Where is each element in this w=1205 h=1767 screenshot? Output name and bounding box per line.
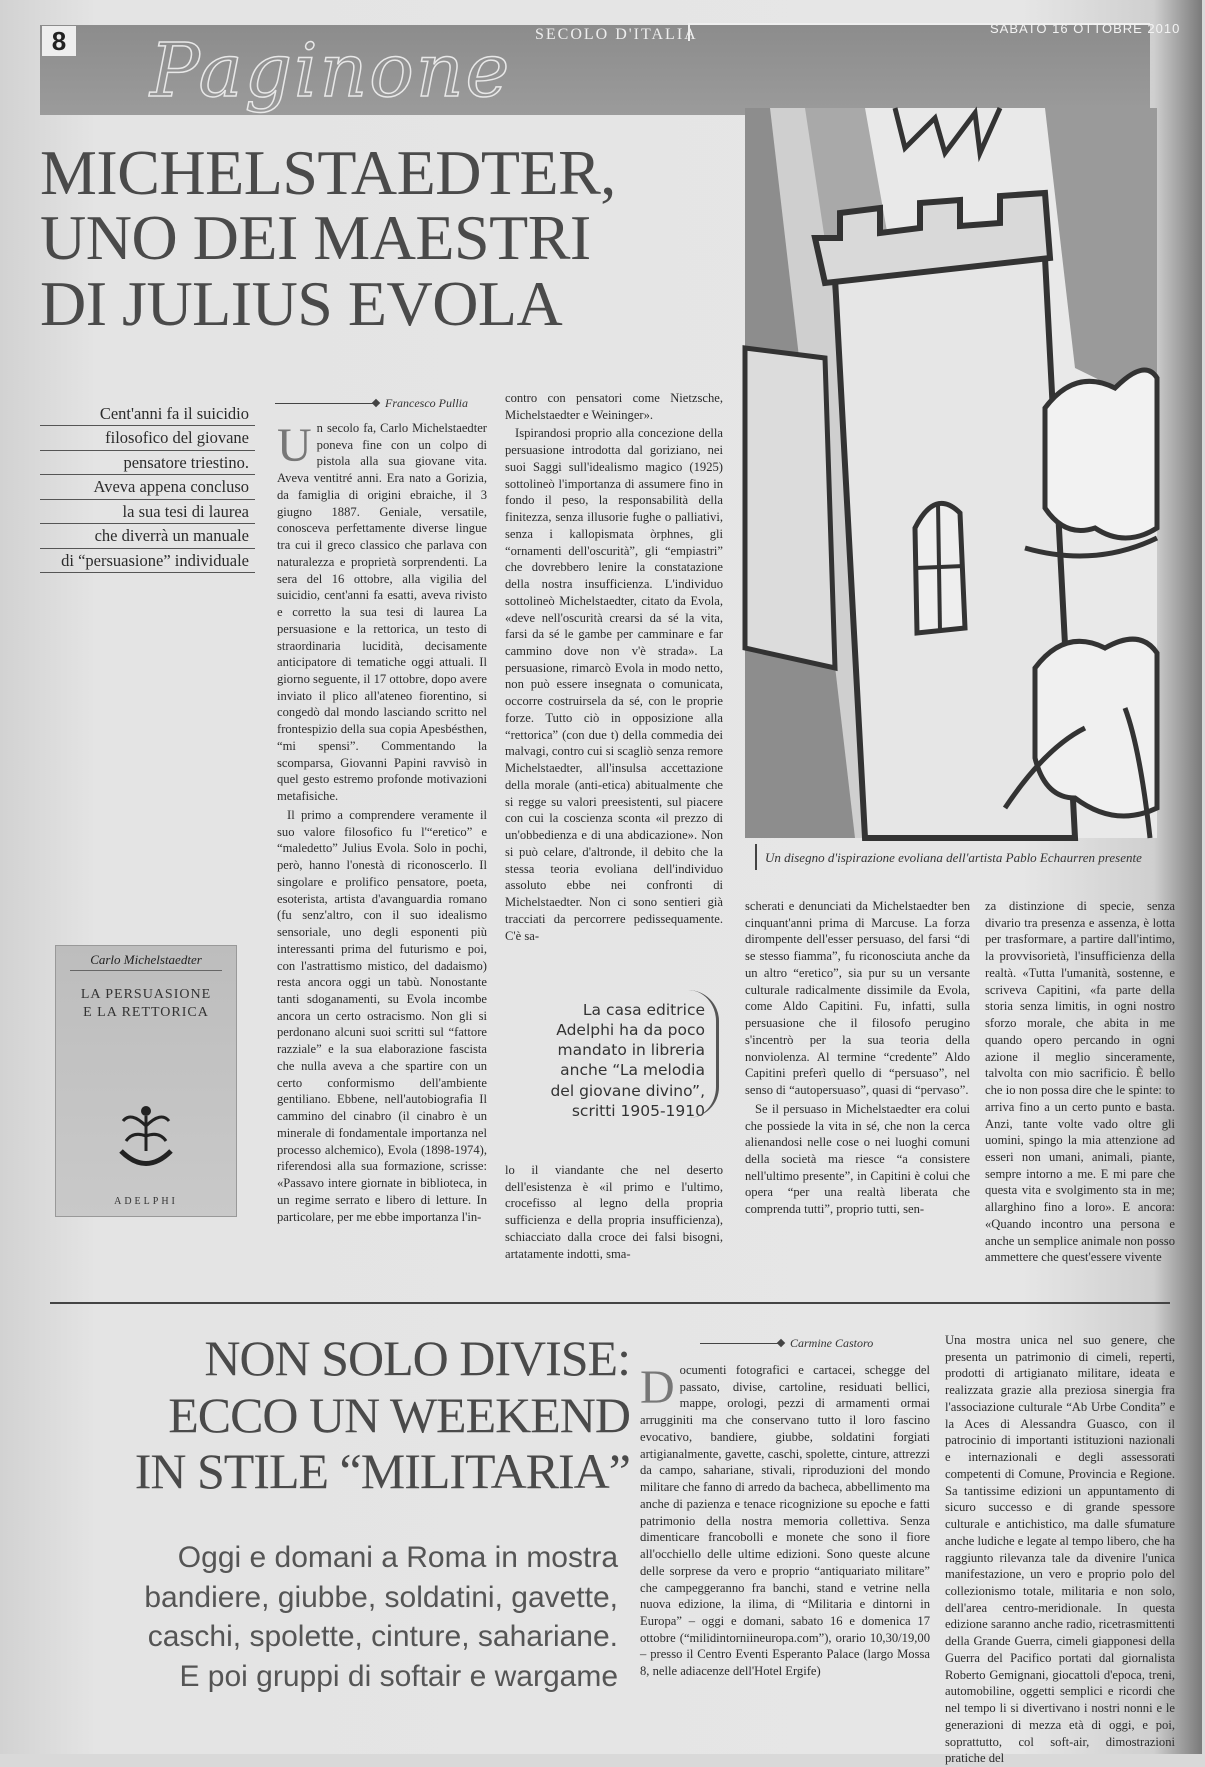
paragraph <box>640 1362 930 1680</box>
illustration-drawing <box>745 108 1157 838</box>
dateline: SABATO 16 OTTOBRE 2010 <box>990 21 1181 36</box>
article-column <box>745 898 970 1278</box>
summary-line: Aveva appena concluso <box>40 475 255 499</box>
pull-quote-line: Adelphi ha da poco <box>556 1021 705 1040</box>
byline-marker <box>372 399 380 407</box>
subheadline-line: E poi gruppi di softair e wargame <box>179 1659 618 1693</box>
summary-line: la sua tesi di laurea <box>40 500 255 524</box>
drop-cap: U <box>277 419 312 472</box>
paragraph <box>277 420 487 805</box>
pull-quote-line: scritti 1905-1910 <box>571 1101 705 1120</box>
image-caption: Un disegno d'ispirazione evoliana dell'artista Pablo Echaurren presente <box>765 850 1142 865</box>
pull-quote-line: del giovane divino”, <box>550 1081 705 1100</box>
article-subheadline <box>40 1538 618 1696</box>
article-column <box>985 898 1175 1278</box>
subheadline-line: bandiere, giubbe, soldatini, gavette, <box>144 1580 618 1614</box>
paragraph: lo il viandante che nel deserto dell'esistenza è «il primo e l'ultimo, crocefisso al legno della propria sufficienza e della propria insufficienza), schiacciato dalla croce dei falsi bisogni, artatamente indotti, sma- <box>505 1163 723 1261</box>
headline-line: ECCO UN WEEKEND <box>168 1386 630 1443</box>
book-cover <box>55 945 237 1217</box>
caption-rule <box>755 844 757 870</box>
paragraph: contro con pensatori come Nietzsche, Michelstaedter e Weininger». <box>505 391 723 422</box>
book-author: Carlo Michelstaedter <box>90 952 202 967</box>
paragraph: Una mostra unica nel suo genere, che presenta un patrimonio di cimeli, reperti, prodotti di artigianato militare, ideata e realizzata grazie alla preziosa sinergia fra l'associazione culturale “Ab Urbe Condita” e la Aces di Alessandra Guasco, con il patrocinio di importanti istituzioni nazionali e internazionali e degli assessorati competenti di Comune, Provincia e Regione. Sa tantissime edizioni un appuntamento di sicuro successo e di grande spessore culturale e antichistico, ma dalle sfumature anche ludiche e legate al tempo libero, che ha raggiunto rilevanza tale da divenire l'unica manifestazione, un vero e proprio polo del collezionismo totale, militaria e non solo, dell'area centro-meridionale. In questa edizione saranno anche radio, ricetrasmittenti della Grande Guerra, cimeli giapponesi della Guerra del Pacifico portati dal giornalista Roberto Gemignani, giocattoli d'epoca, treni, automobiline, oggetti semplici e ricordi che nel tempo li si divertivano i nostri nonni e le generazioni di mezza età di oggi, e poi, soprattutto, col soft-air, dimostrazioni pratiche del <box>945 1333 1175 1766</box>
byline: Francesco Pullia <box>385 396 468 410</box>
pull-quote-line: mandato in libreria <box>557 1041 705 1060</box>
paragraph-text: n secolo fa, Carlo Michelstaedter poneva fine con un colpo di pistola alla sua giovane vita. Aveva ventitré anni. Era nato a Gorizia, da famiglia di origini ebraiche, il 3 giugno 1887. Geniale, versatile, conosceva perfettamente diverse lingue tra cui il greco classico che parlava con naturalezza e proprietà sorprendenti. La sera del 16 ottobre, alla vigilia del suicidio, cent'anni fa esatti, aveva rivisto e corretto la sua tesi di laurea La persuasione e la rettorica, un testo di straordinaria lucidità, decisamente anticipatore di tematiche oggi attuali. Il giorno seguente, il 17 ottobre, dopo avere inviato il plico all'ateneo fiorentino, si congedò dal mondo lasciando scritto nel frontespizio della sua copia Apesbésthen, “mi spensi”. Commentando la scomparsa, Giovanni Papini ravvisò in quel gesto estremo profonde motivazioni metafisiche. <box>277 421 487 804</box>
summary-line: filosofico del giovane <box>40 426 255 450</box>
book-title-line: LA PERSUASIONE <box>80 987 212 1002</box>
headline-line: IN STILE “MILITARIA” <box>134 1443 630 1499</box>
book-title <box>56 986 236 1021</box>
article-column <box>945 1332 1175 1766</box>
byline: Carmine Castoro <box>790 1336 874 1350</box>
article-column <box>505 1162 723 1277</box>
paragraph-text: ocumenti fotografici e cartacei, schegge del passato, divise, cartoline, residuati bellici, mappe, orologi, pezzi di armamenti ormai arrugginiti ma che conservano tutto il loro fascino evocativo, bandiere, giubbe, soldatini forgiati artigianalmente, gavette, caschi, spolette, cinture, attrezzi da campo, sahariane, stivali, riproduzioni del mondo militare che fanno di arredo da bacheca, abbellimento ma anche di pazienza e tenace ricognizione su epoche e fatti patrimonio della nostra memoria collettiva. Senza dimenticare francobolli e monete che sono il fiore all'occhiello delle ultime edizioni. Sono queste alcune delle sorprese da vero e proprio “antiquariato militare” che campeggeranno fra banchi, stand e vetrine nella nuova edizione, la ilima, di “Militaria e dintorni in Europa” – oggi e domani, sabato 16 e domenica 17 ottobre (“milidintorniineuropa.com”), orario 10,30/19,00 – presso il Centro Eventi Esperanto Palace (largo Mossa 8, nelle adiacenze dell'Hotel Ergife) <box>640 1363 930 1679</box>
article-summary <box>40 402 255 573</box>
paragraph: Se il persuaso in Michelstaedter era colui che possiede la vita in sé, che non la cerca alienandosi nelle cose o nei luoghi comuni della società ma riesce “a consistere nell'ultimo presente”, in Capitini è colui che opera “per una realtà liberata che comprenda tutti”, proprio tutti, sen- <box>745 1101 970 1217</box>
byline-rule <box>275 403 375 404</box>
article-column <box>277 420 487 1275</box>
paragraph: za distinzione di specie, senza divario tra presenza e assenza, è lotta per trasformare, a partire dall'intimo, la provvisorietà, l'insufficienza della realtà. «Tutta l'umanità, sostenne, e scriveva Capitini, «fa parte della storia senza limitis, in ogni nostro sforzo morale, che abita in me quando opero percando in ogni azione il meglio sinceramente, talvolta con mio sacrificio. È bello che io non possa dire che le spinte: to arriva fino a un certo punto e basta. Anzi, tante volte vado oltre gli uomini, spingo la mia attenzione ad esseri non umani, animali, piante, sempre intorno a me. E mi pare che questa vita e svolgimento sta in me; allarghino fino a loro». E ancora: «Quando incontro una persona e anche un semplice animale non posso ammettere che quest'essere vivente <box>985 899 1175 1265</box>
masthead: SECOLO D'ITALIA <box>535 26 698 43</box>
summary-line: che diverrà un manuale <box>40 524 255 548</box>
pull-quote-line: anche “La melodia <box>560 1061 705 1080</box>
article-separator <box>50 1302 1170 1304</box>
article-column <box>640 1362 930 1747</box>
article-headline <box>40 1330 630 1500</box>
book-publisher: ADELPHI <box>114 1196 178 1207</box>
pull-quote-bracket <box>688 990 719 1118</box>
article-column <box>505 390 723 980</box>
pull-quote <box>505 1000 705 1121</box>
paragraph: Il primo a comprendere veramente il suo valore filosofico fu l'“eretico” e “maledetto” Julius Evola. Solo in pochi, però, hanno l'onestà di riconoscerlo. Il singolare e prolifico pensatore, poeta, esoterista, artista d'avanguardia romano (fu senz'altro, con il suo idealismo sensoriale, uno degli esponenti più interessanti prima del futurismo e poi, con l'astrattismo mistico, del dadaismo) resta ancora oggi un tabù. Nonostante tanti sdoganamenti, su Evola incombe ancora un certo ostracismo. Non gli si perdonano alcuni suoi scritti sul “fattore razziale” e la sua elaborazione fascista che nulla aveva a che spartire con un certo conformismo dell'ambiente gentiliano. Ebbene, nell'autobiografia Il cammino del cinabro (il cinabro è un minerale di fondamentale importanza nel processo alchemico), Evola (1898-1974), riferendosi alla sua formazione, scrisse: «Passavo intere giornate in biblioteca, in un regime serrato e libero di letture. In particolare, per me ebbe importanza l'in- <box>277 807 487 1224</box>
book-rule <box>70 970 222 971</box>
paragraph: scherati e denunciati da Michelstaedter ben cinquant'anni prima di Marcuse. La forza dirompente dell'esser persuaso, del farsi “di se stesso fiamma”, fu riconosciuta anche da un altro “eretico”, sia pur su un versante culturale radicalmente dissimile da Evola, come Aldo Capitini. Fu, infatti, sulla persuasione che il filosofo perugino s'incentrò per la sua teoria della nonviolenza. Al termine “credente” Aldo Capitini preferì quello di “persuaso”, nel senso di “autopersuaso”, quasi di “pervaso”. <box>745 899 970 1098</box>
castle-illustration <box>745 108 1157 838</box>
subheadline-line: caschi, spolette, cinture, sahariane. <box>147 1620 618 1654</box>
section-title: Paginone <box>150 28 512 114</box>
byline-rule <box>700 1343 780 1344</box>
headline-line: UNO DEI MAESTRI <box>40 202 591 274</box>
article-headline <box>40 137 730 339</box>
publisher-logo-icon <box>111 1096 181 1176</box>
pull-quote-line: La casa editrice <box>582 1001 705 1019</box>
paragraph: Ispirandosi proprio alla concezione della persuasione introdotta dal goriziano, nei suoi Saggi sull'idealismo magico (1925) sottolineò l'importanza di assumere fino in fondo il peso, la responsabilità della finitezza, senza illusorie fughe o palliativi, senza i kallopismata òrphnes, gli “ornamenti dell'oscurità”, gli “empiastri” che dovrebbero lenire la constatazione della nostra insufficienza. L'individuo sottolineò Michelstaedter, citato da Evola, «deve nell'oscurità crearsi da sé la vita, farsi da sé le gambe per camminare e far cammino dove non v'è strada». La persuasione, rimarcò Evola in modo netto, non può essere insegnata o comunicata, occorre costruirsela da sé, con le proprie forze. Tutto ciò in opposizione alla “rettorica” (con due t) della commedia dei malvagi, contro cui si scagliò senza remore Michelstaedter, all'insulsa accettazione della morale (anti-etica) abitualmente che si regge su valori preesistenti, sul piacere con cui la coscienza sconta «il prezzo di un'obbedienza e di una abdicazione». Non si può celare, d'altronde, il debito che la stessa teoria evoliana dell'individuo assoluto ebbe nei confronti di Michelstaedter. Non ci sono sentieri già tracciati da percorrere pedissequamente. C'è sa- <box>505 426 723 943</box>
summary-line: di “persuasione” individuale <box>40 549 255 573</box>
headline-line: NON SOLO DIVISE: <box>204 1330 630 1386</box>
subheadline-line: Oggi e domani a Roma in mostra <box>177 1541 618 1574</box>
book-title-line: E LA RETTORICA <box>83 1004 209 1020</box>
summary-line: pensatore triestino. <box>40 451 255 475</box>
drop-cap: D <box>640 1361 675 1414</box>
summary-line: Cent'anni fa il suicidio <box>40 402 255 426</box>
headline-line: DI JULIUS EVOLA <box>40 267 563 339</box>
byline-marker <box>777 1339 785 1347</box>
headline-line: MICHELSTAEDTER, <box>40 137 616 208</box>
page-number: 8 <box>42 26 76 56</box>
